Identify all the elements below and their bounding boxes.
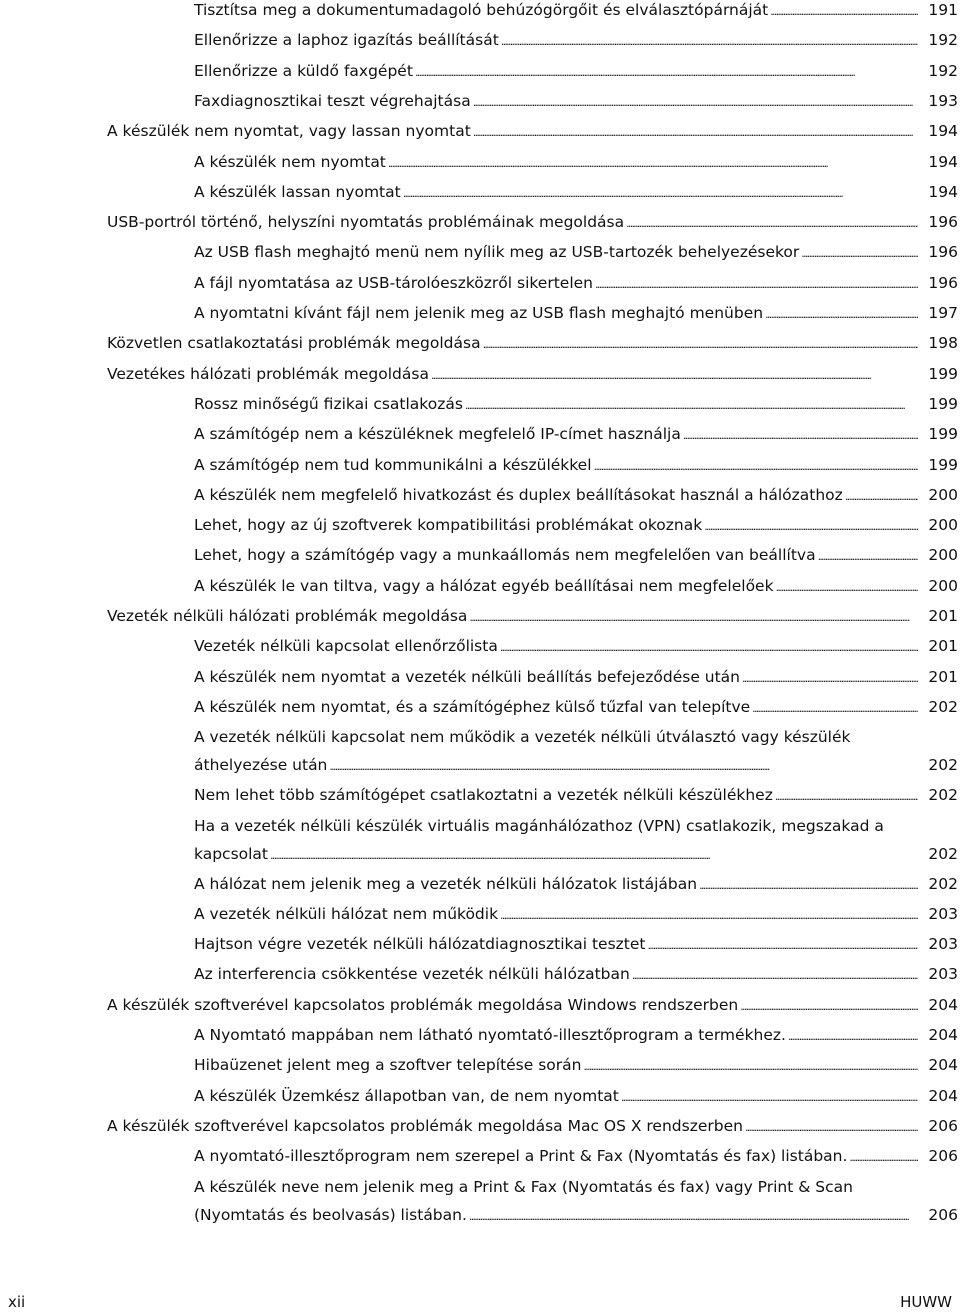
toc-entry-title: Vezetékes hálózati problémák megoldása: [107, 364, 429, 383]
toc-entry[interactable]: [0, 723, 960, 781]
toc-entry-title: Faxdiagnosztikai teszt végrehajtása: [194, 91, 471, 110]
leader-dots: [647, 930, 918, 960]
leader-dots: [595, 269, 918, 299]
toc-entry[interactable]: [0, 900, 960, 928]
toc-entry-title: A készülék szoftverével kapcsolatos problémák megoldása Mac OS X rendszerben: [107, 1116, 743, 1135]
toc-page-number: 202: [928, 697, 958, 716]
toc-entry[interactable]: [0, 481, 960, 509]
toc-entry-title: áthelyezése után: [194, 756, 328, 775]
toc-entry[interactable]: [0, 781, 960, 809]
toc-page-number: 202: [928, 786, 958, 805]
toc-entry[interactable]: [0, 87, 960, 115]
toc-entry-title: Ha a vezeték nélküli készülék virtuális magánhálózathoz (VPN) csatlakozik, megszakad a: [194, 816, 884, 835]
toc-entry-title: A készülék nem megfelelő hivatkozást és duplex beállításokat használ a hálózathoz: [194, 485, 843, 504]
toc-entry[interactable]: [0, 812, 960, 870]
toc-entry-title: A készülék le van tiltva, vagy a hálózat egyéb beállításai nem megfelelőek: [194, 576, 774, 595]
toc-entry-title: A vezeték nélküli hálózat nem működik: [194, 904, 499, 923]
toc-page-number: 192: [928, 31, 958, 50]
leader-dots: [431, 360, 918, 390]
toc-entry[interactable]: [0, 117, 960, 145]
toc-entry[interactable]: [0, 0, 960, 24]
toc-page-number: 206: [928, 1205, 958, 1224]
toc-entry[interactable]: [0, 632, 960, 660]
toc-entry-title: Az USB flash meghajtó menü nem nyílik meg az USB-tartozék behelyezésekor: [194, 243, 800, 262]
toc-page-number: 203: [928, 935, 958, 954]
leader-dots: [801, 238, 918, 268]
toc-entry-title: Közvetlen csatlakoztatási problémák megoldása: [107, 334, 481, 353]
toc-page-number: 201: [928, 667, 958, 686]
leader-dots: [775, 781, 918, 811]
leader-dots: [742, 663, 918, 693]
toc-page-number: 204: [928, 995, 958, 1014]
toc-entry[interactable]: [0, 238, 960, 266]
leader-dots: [683, 420, 918, 450]
leader-dots: [469, 602, 918, 632]
toc-entry-title: A vezeték nélküli kapcsolat nem működik a vezeték nélküli útválasztó vagy készülék: [194, 728, 851, 747]
toc-entry-title: Vezeték nélküli kapcsolat ellenőrzőlista: [194, 637, 498, 656]
leader-dots: [329, 751, 918, 781]
leader-dots: [501, 26, 918, 56]
toc-entry[interactable]: [0, 178, 960, 206]
toc-entry[interactable]: [0, 1021, 960, 1049]
toc-entry-title: A fájl nyomtatása az USB-tárolóeszközről sikertelen: [194, 273, 593, 292]
toc-entry[interactable]: [0, 663, 960, 691]
toc-entry-title: Vezeték nélküli hálózati problémák megoldása: [107, 607, 468, 625]
toc-entry-title: Ellenőrizze a küldő faxgépét: [194, 61, 413, 80]
toc-entry[interactable]: [0, 1142, 960, 1170]
toc-entry-title: Nem lehet több számítógépet csatlakoztatni a vezeték nélküli készülékhez: [194, 786, 773, 805]
leader-dots: [776, 572, 918, 602]
toc-page-number: 201: [928, 637, 958, 656]
leader-dots: [473, 117, 918, 147]
toc-entry[interactable]: [0, 572, 960, 600]
toc-page-number: 194: [928, 152, 958, 171]
toc-page-number: 197: [928, 304, 958, 322]
leader-dots: [270, 840, 918, 870]
toc-entry[interactable]: [0, 451, 960, 479]
leader-dots: [849, 1142, 918, 1172]
leader-dots: [483, 329, 918, 359]
toc-entry[interactable]: [0, 1082, 960, 1110]
toc-entry[interactable]: [0, 541, 960, 569]
leader-dots: [752, 693, 918, 723]
toc-page-number: 200: [928, 485, 958, 504]
leader-dots: [388, 148, 918, 178]
leader-dots: [594, 451, 918, 481]
leader-dots: [770, 0, 918, 26]
toc-entry-title: Hajtson végre vezeték nélküli hálózatdiagnosztikai tesztet: [194, 935, 646, 954]
toc-entry[interactable]: [0, 930, 960, 958]
leader-dots: [845, 481, 918, 511]
leader-dots: [740, 991, 918, 1021]
leader-dots: [704, 511, 918, 541]
toc-page-number: 196: [928, 213, 958, 232]
toc-page-number: 199: [928, 394, 958, 413]
leader-dots: [699, 870, 918, 900]
toc-entry-title: A készülék neve nem jelenik meg a Print & Fax (Nyomtatás és fax) vagy Print & Scan: [194, 1177, 853, 1196]
toc-entry[interactable]: [0, 1173, 960, 1231]
toc-entry-title: A nyomtató-illesztőprogram nem szerepel a Print & Fax (Nyomtatás és fax) listában.: [194, 1147, 848, 1166]
toc-page-number: 199: [928, 425, 958, 444]
toc-entry-title: (Nyomtatás és beolvasás) listában.: [194, 1205, 467, 1224]
toc-entry[interactable]: [0, 299, 960, 327]
toc-entry-title: A készülék nem nyomtat a vezeték nélküli beállítás befejeződése után: [194, 667, 741, 686]
toc-page-number: 196: [928, 243, 958, 262]
toc-page-number: 199: [928, 364, 958, 383]
toc-entry[interactable]: [0, 960, 960, 988]
toc-entry[interactable]: [0, 390, 960, 418]
leader-dots: [465, 390, 918, 420]
toc-page-number: 204: [928, 1056, 958, 1075]
toc-entry-title: Tisztítsa meg a dokumentumadagoló behúzógörgőit és elválasztópárnáját: [194, 1, 769, 19]
toc-entry[interactable]: [0, 602, 960, 630]
toc-entry-title: A készülék szoftverével kapcsolatos problémák megoldása Windows rendszerben: [107, 995, 739, 1014]
toc-page-number: 201: [928, 607, 958, 625]
leader-dots: [469, 1201, 918, 1231]
toc-entry-title: A készülék nem nyomtat, vagy lassan nyomtat: [107, 122, 471, 141]
toc-entry[interactable]: [0, 329, 960, 357]
toc-page-number: 203: [928, 965, 958, 984]
toc-page-number: 193: [928, 91, 958, 110]
toc-entry[interactable]: [0, 1051, 960, 1079]
toc-page-number: 204: [928, 1026, 958, 1044]
leader-dots: [788, 1021, 918, 1051]
toc-entry[interactable]: [0, 420, 960, 448]
toc-entry-title: A számítógép nem tud kommunikálni a készülékkel: [194, 455, 592, 474]
toc-page-number: 194: [928, 122, 958, 141]
toc-entry[interactable]: [0, 148, 960, 176]
toc-entry-title: Hibaüzenet jelent meg a szoftver telepítése során: [194, 1056, 582, 1075]
toc-entry-title: A Nyomtató mappában nem látható nyomtató-illesztőprogram a termékhez.: [194, 1026, 786, 1044]
toc-entry-title: A készülék lassan nyomtat: [194, 182, 401, 201]
toc-entry[interactable]: [0, 693, 960, 721]
toc-page-number: 200: [928, 516, 958, 535]
leader-dots: [500, 900, 918, 930]
toc-entry-title: Lehet, hogy a számítógép vagy a munkaállomás nem megfelelően van beállítva: [194, 546, 816, 565]
toc-page-number: 204: [928, 1086, 958, 1105]
toc-page-number: 196: [928, 273, 958, 292]
toc-entry-title: USB-portról történő, helyszíni nyomtatás problémáinak megoldása: [107, 213, 625, 232]
toc-entry[interactable]: [0, 360, 960, 388]
leader-dots: [765, 299, 918, 329]
toc-entry[interactable]: [0, 208, 960, 236]
leader-dots: [500, 632, 918, 662]
leader-dots: [626, 208, 918, 238]
toc-entry[interactable]: [0, 57, 960, 85]
footer-brand: HUWW: [900, 1293, 952, 1311]
toc-entry-title: Lehet, hogy az új szoftverek kompatibilitási problémákat okoznak: [194, 516, 703, 535]
toc-entry[interactable]: [0, 991, 960, 1019]
leader-dots: [632, 960, 918, 990]
toc-entry[interactable]: [0, 269, 960, 297]
toc-entry-title: A számítógép nem a készüléknek megfelelő IP-címet használja: [194, 425, 681, 444]
leader-dots: [415, 57, 918, 87]
toc-page-number: 192: [928, 61, 958, 80]
toc-entry-title: Rossz minőségű fizikai csatlakozás: [194, 394, 463, 413]
toc-page-number: 200: [928, 576, 958, 595]
toc-page-number: 202: [928, 874, 958, 893]
leader-dots: [403, 178, 918, 208]
footer-page-number: xii: [8, 1293, 26, 1311]
toc-entry-title: A hálózat nem jelenik meg a vezeték nélküli hálózatok listájában: [194, 874, 698, 893]
toc-entry-title: A készülék Üzemkész állapotban van, de nem nyomtat: [194, 1086, 619, 1105]
leader-dots: [473, 87, 918, 117]
toc-entry[interactable]: [0, 26, 960, 54]
leader-dots: [583, 1051, 918, 1081]
toc-entry[interactable]: [0, 511, 960, 539]
toc-page-number: 194: [928, 182, 958, 201]
toc-page-number: 206: [928, 1147, 958, 1166]
toc-page-number: 200: [928, 546, 958, 565]
toc-page-number: 203: [928, 904, 958, 923]
toc-entry-title: A nyomtatni kívánt fájl nem jelenik meg az USB flash meghajtó menüben: [194, 304, 764, 322]
toc-page-number: 202: [928, 756, 958, 775]
toc-entry[interactable]: [0, 870, 960, 898]
toc-entry-title: A készülék nem nyomtat, és a számítógéphez külső tűzfal van telepítve: [194, 697, 751, 716]
toc-page-number: 199: [928, 455, 958, 474]
toc-page-number: 206: [928, 1116, 958, 1135]
toc-entry-title: A készülék nem nyomtat: [194, 152, 386, 171]
toc-page-number: 191: [928, 1, 958, 19]
toc-page-number: 198: [928, 334, 958, 353]
toc-entry-title: Ellenőrizze a laphoz igazítás beállítását: [194, 31, 499, 50]
leader-dots: [818, 541, 918, 571]
toc-entry[interactable]: [0, 1112, 960, 1140]
toc-entry-title: kapcsolat: [194, 844, 269, 863]
leader-dots: [621, 1082, 918, 1112]
leader-dots: [745, 1112, 918, 1142]
toc-entry-title: Az interferencia csökkentése vezeték nélküli hálózatban: [194, 965, 630, 984]
toc-page-number: 202: [928, 844, 958, 863]
